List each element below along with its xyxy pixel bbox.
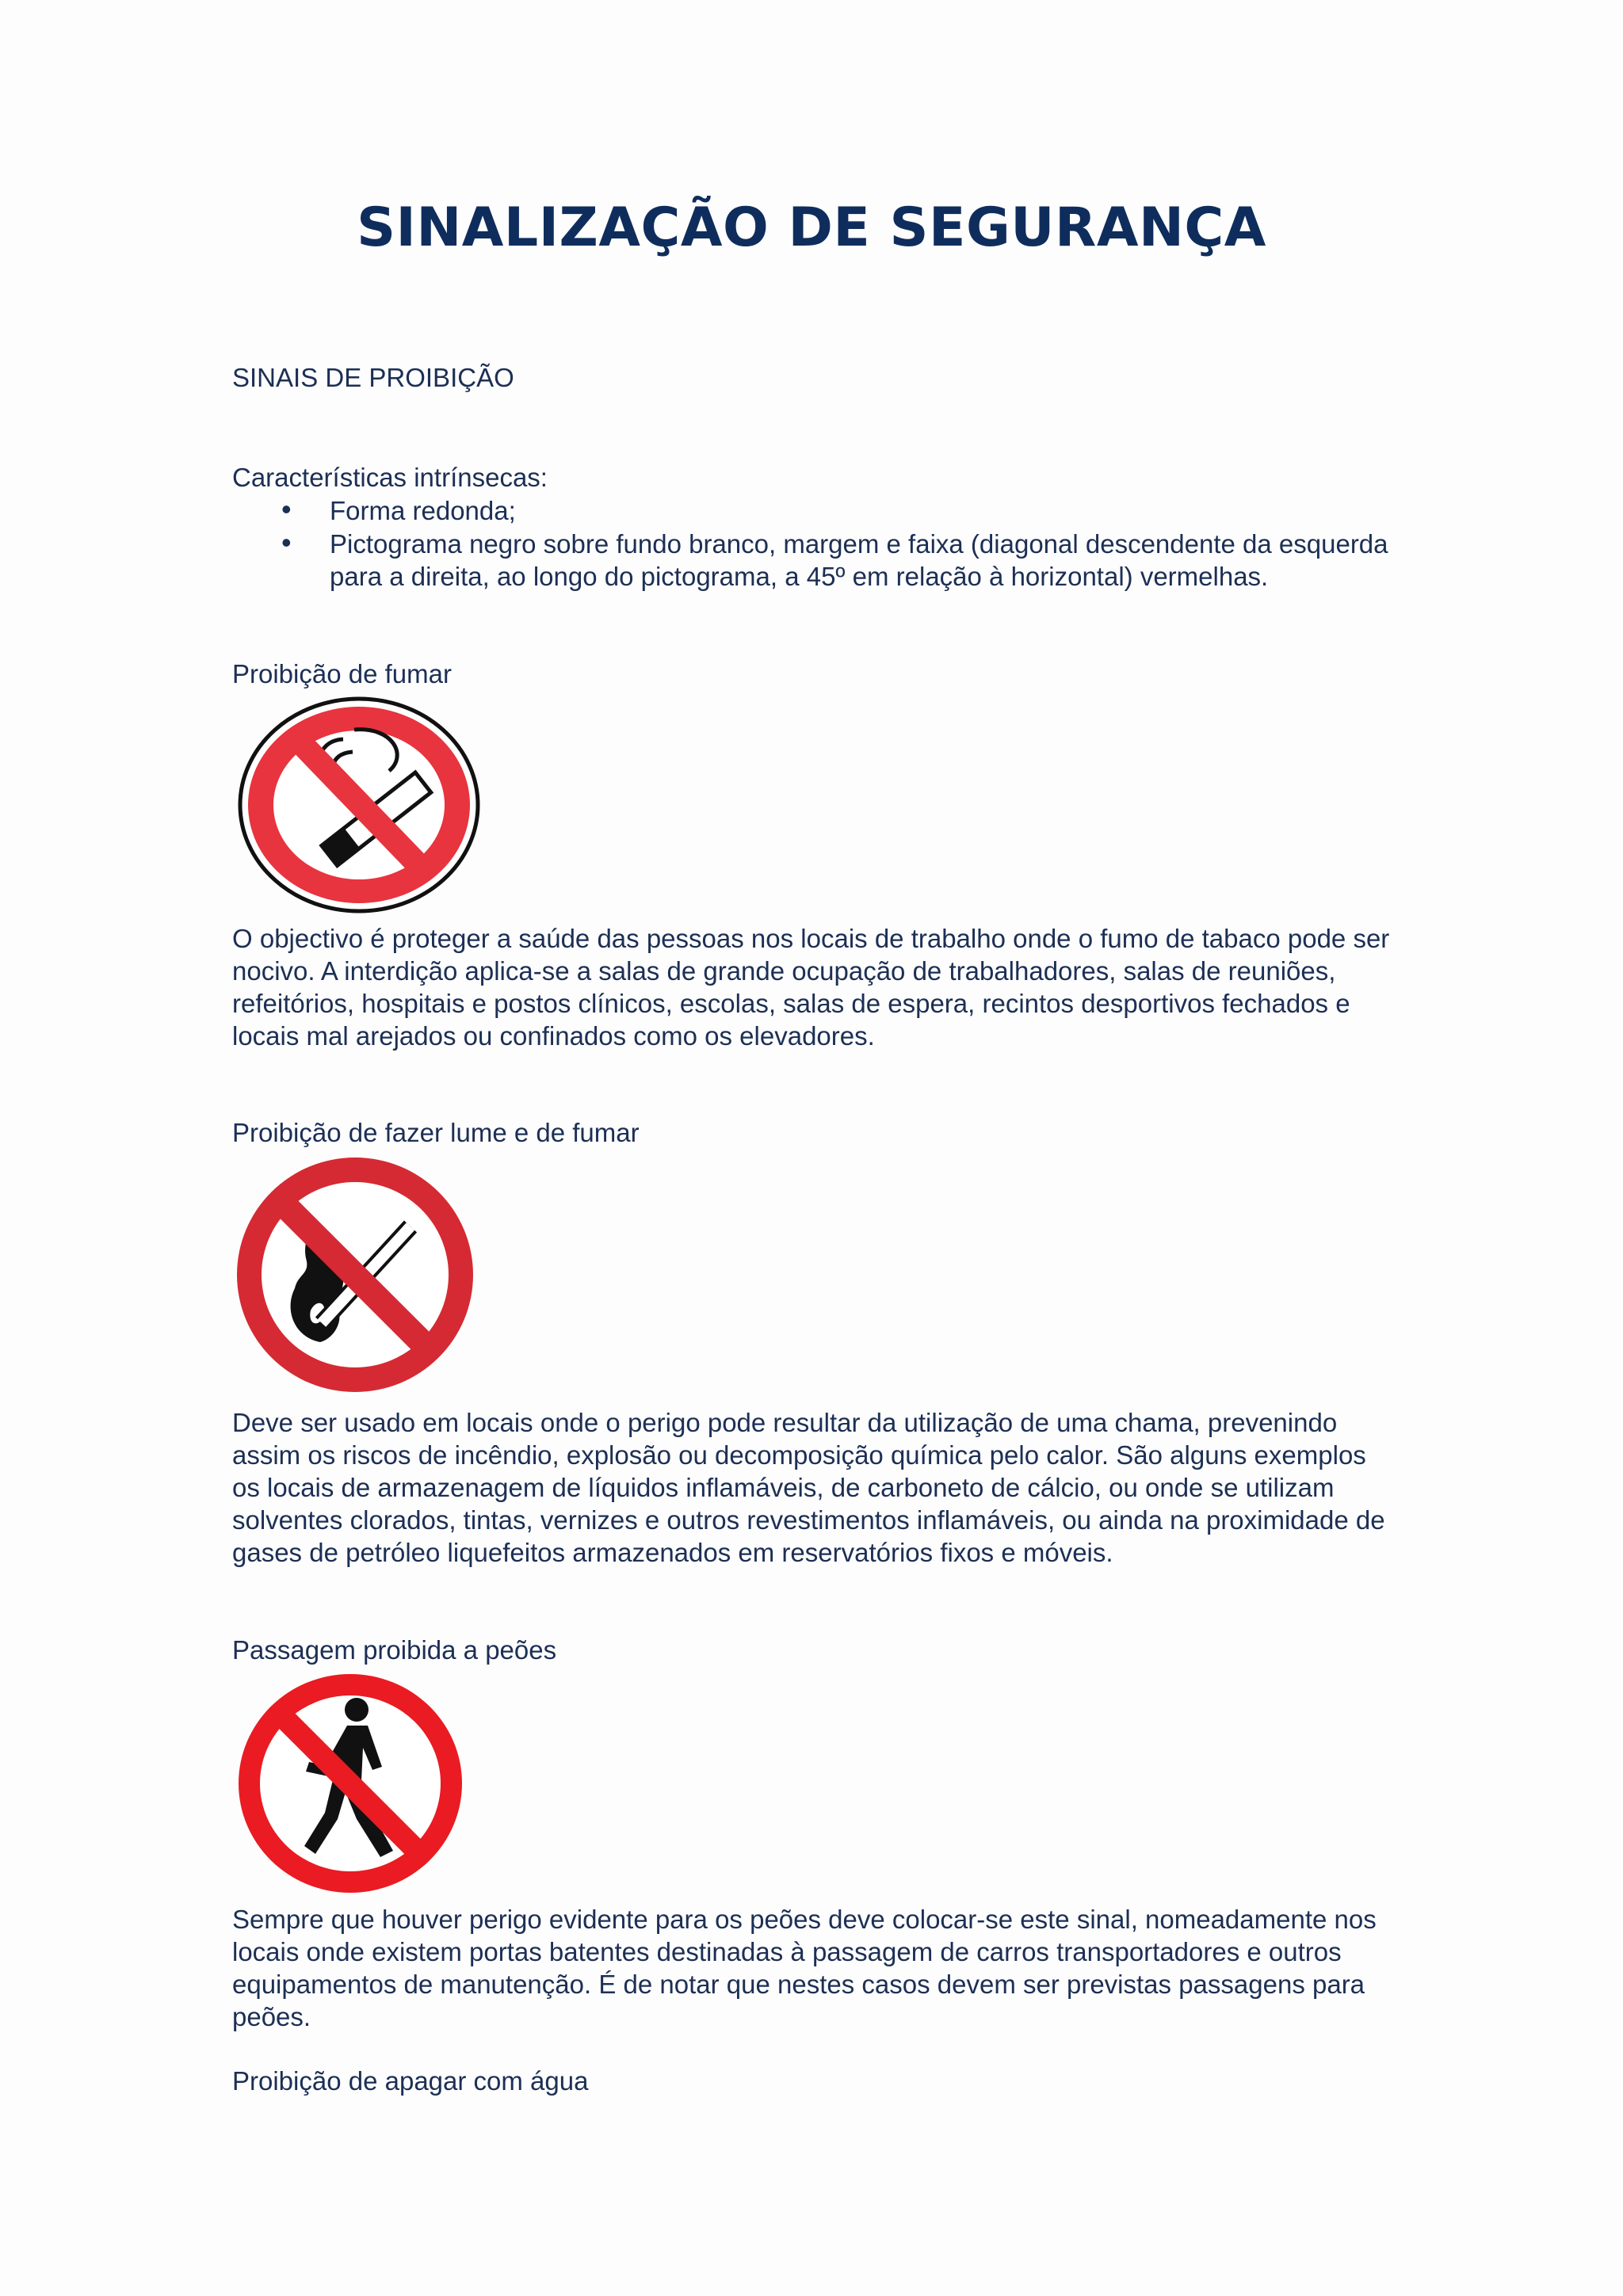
characteristic-item-continuation: para a direita, ao longo do pictograma, a 45º em relação à horizontal) vermelhas. [330, 562, 1269, 591]
sign-heading-no-smoking: Proibição de fumar [232, 659, 452, 688]
sign-description-no-smoking: O objectivo é proteger a saúde das pessoas nos locais de trabalho onde o fumo de tabaco pode ser nocivo. A interdição aplica-se a salas de grande ocupação de trabalhadores, salas de reuniões, refeitórios, hospitais e postos clínicos, escolas, salas de espera, recintos desportivos fechados e locais mal arejados ou confinados como os elevadores. [232, 924, 1390, 1051]
characteristic-item: Forma redonda; [330, 496, 516, 525]
no-open-flame-icon [235, 1155, 477, 1394]
sign-heading-no-open-flame: Proibição de fazer lume e de fumar [232, 1118, 640, 1147]
sign-description-no-open-flame: Deve ser usado em locais onde o perigo pode resultar da utilização de uma chama, prevenindo assim os riscos de incêndio, explosão ou decomposição química pelo calor. São alguns exemplos os locais de armazenagem de líquidos inflamáveis, de carboneto de cálcio, ou onde se utilizam solventes clorados, tintas, vernizes e outros revestimentos inflamáveis, ou ainda na proximidade de gases de petróleo liquefeitos armazenados em reservatórios fixos e móveis. [232, 1408, 1385, 1567]
page-title: SINALIZAÇÃO DE SEGURANÇA [357, 196, 1266, 259]
characteristics-heading: Características intrínsecas: [232, 463, 548, 492]
sign-heading-no-water-extinguishing: Proibição de apagar com água [232, 2066, 589, 2096]
characteristic-item: Pictograma negro sobre fundo branco, margem e faixa (diagonal descendente da esquerda [330, 529, 1388, 559]
sign-heading-no-pedestrians: Passagem proibida a peões [232, 1635, 557, 1665]
no-pedestrians-icon [236, 1672, 464, 1895]
bullet: • [281, 493, 292, 525]
sign-description-no-pedestrians: Sempre que houver perigo evidente para os peões deve colocar-se este sinal, nomeadamente nos locais onde existem portas batentes destinadas à passagem de carros transportadores e outros equipamentos de manutenção. É de notar que nestes casos devem ser previstas passagens para peões. [232, 1905, 1377, 2031]
no-smoking-icon [234, 692, 484, 918]
section-title: SINAIS DE PROIBIÇÃO [232, 363, 514, 392]
bullet: • [281, 526, 292, 559]
